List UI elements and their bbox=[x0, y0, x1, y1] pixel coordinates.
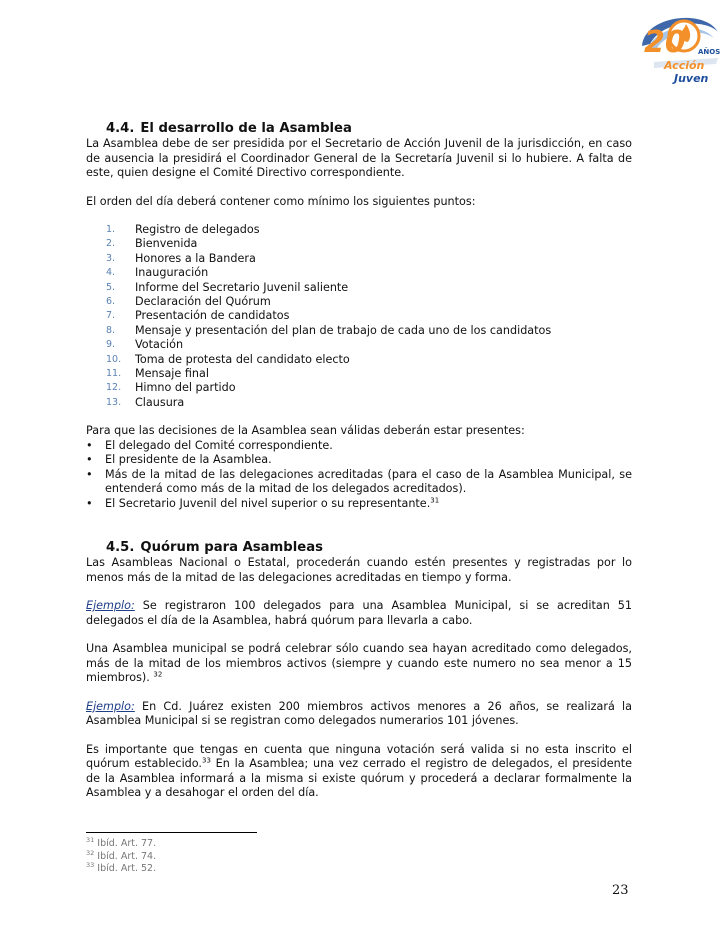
bullet-item: • El Secretario Juvenil del nivel superior o su representante.$^{31}$ bbox=[86, 496, 440, 510]
list-item: 4. Inauguración bbox=[106, 266, 209, 280]
list-item: 12. Himno del partido bbox=[106, 381, 236, 395]
bullet-icon: • bbox=[86, 467, 93, 481]
bullet-icon: • bbox=[86, 453, 93, 467]
accion-juvenil-20-anos-logo bbox=[634, 6, 722, 88]
section-title: El desarrollo de la Asamblea bbox=[140, 121, 352, 136]
list-item: 1. Registro de delegados bbox=[106, 223, 260, 236]
bullet-item: • El delegado del Comité correspondiente. bbox=[86, 438, 333, 452]
example-paragraph: Ejemplo: En Cd. Juárez existen 200 miembros activos menores a 26 años, se realizará la Asamblea Municipal si se registran como delegados numerarios 101 jóvenes. bbox=[86, 699, 632, 728]
list-item: 3. Honores a la Bandera bbox=[106, 251, 256, 265]
list-item: 10. Toma de protesta del candidato electo bbox=[106, 352, 350, 366]
agenda-list bbox=[86, 223, 632, 410]
list-item: 2. Bienvenida bbox=[106, 237, 198, 251]
paragraph: Para que las decisiones de la Asamblea sean válidas deberán estar presentes: bbox=[86, 424, 525, 438]
list-item: 7. Presentación de candidatos bbox=[106, 309, 290, 323]
paragraph: El orden del día deberá contener como mínimo los siguientes puntos: bbox=[86, 194, 476, 208]
footnote-ref[interactable]: 33 bbox=[202, 756, 211, 765]
logo-sub: AÑOS bbox=[698, 48, 721, 56]
bullet-item: • El presidente de la Asamblea. bbox=[86, 453, 272, 467]
section-number: 4.4. bbox=[106, 121, 135, 136]
example-paragraph: Ejemplo: Se registraron 100 delegados para una Asamblea Municipal, si se acreditan 51 delegados el día de la Asamblea, habrá quórum para llevarla a cabo. bbox=[86, 599, 632, 627]
logo-line1: Acción bbox=[664, 59, 705, 72]
footnotes bbox=[86, 835, 157, 876]
bullet-icon: • bbox=[86, 438, 93, 452]
list-item: 9. Votación bbox=[106, 338, 184, 352]
footnote-ref[interactable]: 32 bbox=[153, 670, 163, 679]
paragraph: Una Asamblea municipal se podrá celebrar sólo cuando sea hayan acreditado como delegados, más de la mitad de los miembros activos (siempre y cuando este numero no sea menor a 15 miembros). $^{32}$ bbox=[86, 642, 632, 685]
list-item: 13. Clausura bbox=[106, 395, 185, 409]
section-4-5-heading bbox=[86, 539, 632, 556]
section-title: Quórum para Asambleas bbox=[140, 540, 323, 556]
logo-number: 20 bbox=[644, 25, 686, 60]
bullet-icon: • bbox=[86, 496, 93, 510]
paragraph: Es importante que tengas en cuenta que ninguna votación será valida si no esta inscrito el quórum establecido.$^{33}$ En la Asamblea; una vez cerrado el registro de delegados, el presidente de la Asamblea informará a la misma si existe quórum y procederá a declarar formalmente la Asamblea y a desahogar el orden del día. bbox=[86, 742, 632, 800]
logo-graphic bbox=[634, 6, 722, 88]
bullet-item: • Más de la mitad de las delegaciones acreditadas (para el caso de la Asamblea Municipal, se entenderá como más de la mitad de los delegados acreditados). bbox=[86, 467, 632, 496]
paragraph: Las Asambleas Nacional o Estatal, procederán cuando estén presentes y registradas por lo menos más de la mitad de las delegaciones acreditadas en tiempo y forma. bbox=[86, 556, 632, 584]
list-item: 8. Mensaje y presentación del plan de trabajo de cada uno de los candidatos bbox=[106, 323, 552, 337]
page-content bbox=[86, 120, 632, 801]
footnote: $^{33}$ Ibíd. Art. 52. bbox=[86, 861, 157, 875]
list-item: 11. Mensaje final bbox=[106, 367, 209, 381]
footnote-ref[interactable]: 31 bbox=[430, 496, 440, 505]
example-label: Ejemplo: bbox=[86, 699, 135, 713]
list-item: 6. Declaración del Quórum bbox=[106, 295, 271, 309]
footnote: $^{32}$ Ibíd. Art. 74. bbox=[86, 848, 157, 862]
footnote-separator bbox=[86, 832, 257, 833]
paragraph: La Asamblea debe de ser presidida por el Secretario de Acción Juvenil de la jurisdicción, en caso de ausencia la presidirá el Coordinador General de la Secretaría Juvenil si lo hubiere. A falta de este, quien designe el Comité Directivo correspondiente. bbox=[86, 137, 632, 179]
example-label: Ejemplo: bbox=[86, 599, 135, 613]
section-4-4-heading bbox=[86, 120, 632, 137]
section-number: 4.5. bbox=[106, 540, 135, 556]
page-number: 23 bbox=[612, 883, 629, 898]
logo-line2: Juven bbox=[674, 72, 709, 85]
list-item: 5. Informe del Secretario Juvenil saliente bbox=[106, 280, 349, 294]
requirements-list bbox=[86, 439, 632, 512]
footnote: $^{31}$ Ibíd. Art. 77. bbox=[86, 835, 157, 849]
